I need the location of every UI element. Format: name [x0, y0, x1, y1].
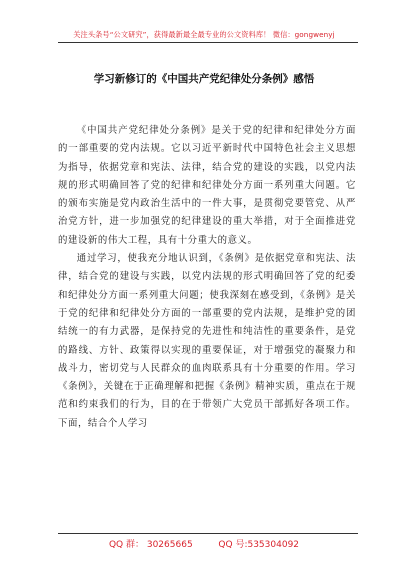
qq-number: QQ 号:535304092 — [218, 540, 300, 550]
footer-contact — [0, 537, 408, 550]
paragraph-1: 《中国共产党纪律处分条例》是关于党的纪律和纪律处分方面的一部重要的党内法规。它以习近平新时代中国特色社会主义思想为指导，依据党章和宪法、法律，结合党的建设的实践，以党内法规的形式明确回答了党的纪律和纪律处分方面一系列重大问题。它的颁布实施是党内政治生活中的一件大事，是贯彻党要管党、从严治党方针，进一步加强党的纪律建设的重大举措，对于全面推进党的建设新的伟大工程，具有十分重大的意义。 — [58, 125, 356, 246]
paragraph-2: 通过学习，使我充分地认识到，《条例》是依据党章和宪法、法律，结合党的建设与实践，以党内法规的形式明确回答了党的纪委和纪律处分方面一系列重大问题；使我深刻在感受到，《条例》是关于党的纪律和纪律处分方面的一部重要的党内法规，是维护党的团结统一的有力武器，是保持党的先进性和纯洁性的重要条件，是党的路线、方针、政策得以实现的重要保证，对于增强党的凝聚力和战斗力，密切党与人民群众的血肉联系具有十分重要的作用。学习《条例》，关键在于正确理解和把握《条例》精神实质，重点在于规范和约束我们的行为，目的在于带领广大党员干部抓好各项工作。下面，结合个人学习 — [58, 253, 356, 429]
qq-group-number: QQ 群： 30265665 — [108, 540, 193, 550]
document-body — [58, 122, 356, 433]
header-divider — [58, 42, 358, 43]
footer-divider — [58, 533, 358, 534]
document-title: 学习新修订的《中国共产党纪律处分条例》感悟 — [93, 73, 315, 85]
header-note: 关注头条号“公文研究”，获得最新最全最专业的公文资料库！ 微信：gongwenyj — [73, 30, 335, 39]
